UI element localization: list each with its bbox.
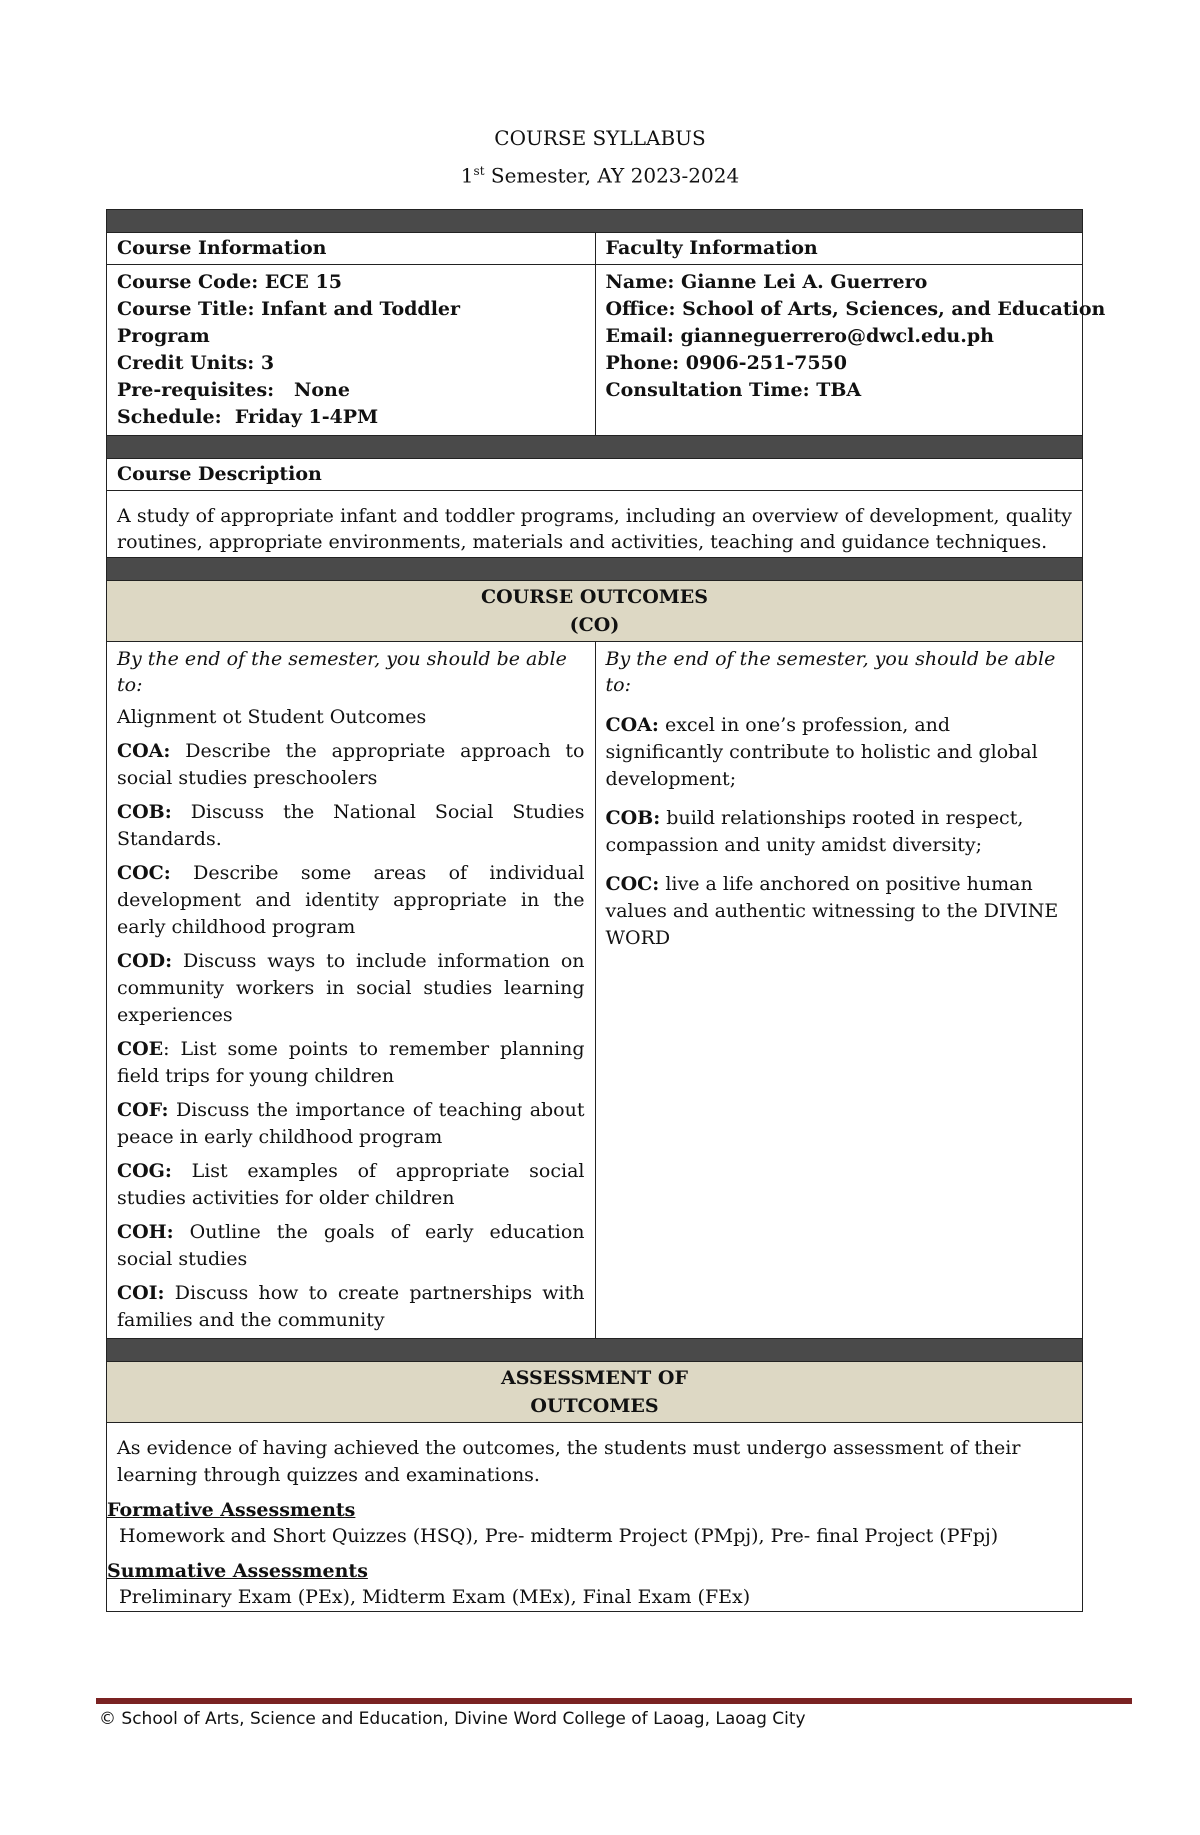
course-title: Course Title: Infant and Toddler [117, 298, 461, 320]
outcome-item: COI: Discuss how to create partnerships with families and the community [117, 1282, 585, 1331]
alignment-label: Alignment ot Student Outcomes [117, 706, 427, 728]
summative-text: Preliminary Exam (PEx), Midterm Exam (MEx), Final Exam (FEx) [119, 1586, 751, 1608]
consultation-time: Consultation Time: TBA [605, 379, 862, 401]
faculty-email[interactable]: Email: gianneguerrero@dwcl.edu.ph [605, 325, 994, 347]
divider-bar [107, 210, 1082, 233]
right-intro: By the end of the semester, you should be able to: [605, 648, 1056, 696]
outcome-item: COG: List examples of appropriate social studies activities for older children [117, 1160, 585, 1209]
faculty-info-heading: Faculty Information [595, 233, 1083, 264]
outcome-item: COC: Describe some areas of individual development and identity appropriate in the early childhood program [117, 862, 585, 938]
course-info-heading: Course Information [117, 237, 327, 259]
outcome-item: COH: Outline the goals of early education social studies [117, 1221, 585, 1270]
assessment-body [107, 1423, 1082, 1611]
assessment-intro: As evidence of having achieved the outcomes, the students must undergo assessment of their learning through quizzes and examinations. [117, 1437, 1021, 1486]
course-outcomes-row [107, 642, 1082, 1338]
outcome-item: COB: Discuss the National Social Studies Standards. [117, 801, 585, 850]
syllabus-table [106, 209, 1106, 1612]
left-intro: By the end of the semester, you should be able to: [117, 648, 567, 696]
course-description-heading: Course Description [107, 459, 1082, 491]
assessment-heading: ASSESSMENT OF OUTCOMES [107, 1362, 1082, 1423]
faculty-office: Office: School of Arts, Sciences, and Education [605, 298, 1106, 320]
course-code: Course Code: ECE 15 [117, 271, 342, 293]
schedule: Schedule: Friday 1-4PM [117, 406, 379, 428]
footer-rule [96, 1698, 1132, 1704]
student-outcome-item: COA: excel in one’s profession, and significantly contribute to holistic and global development; [605, 714, 1038, 790]
course-info-body [107, 265, 595, 435]
outcome-item: COE: List some points to remember planning field trips for young children [117, 1038, 585, 1087]
course-description-text: A study of appropriate infant and toddler programs, including an overview of development, quality routines, appropriate environments, materials and activities, teaching and guidance techniques. [117, 505, 1072, 553]
outcome-item: COF: Discuss the importance of teaching about peace in early childhood program [117, 1099, 585, 1148]
course-outcomes-right [595, 642, 1083, 1338]
footer-text: © School of Arts, Science and Education, Divine Word College of Laoag, Laoag City [99, 1709, 806, 1729]
page-header [0, 122, 1200, 193]
faculty-info-body [595, 265, 1106, 435]
divider-bar [107, 435, 1082, 459]
course-outcomes-heading: COURSE OUTCOMES (CO) [107, 581, 1082, 642]
info-body-row [107, 265, 1106, 435]
summative-heading: Summative Assessments [107, 1560, 368, 1582]
semester-line: 1st Semester, AY 2023-2024 [460, 163, 740, 188]
formative-heading: Formative Assessments [107, 1499, 356, 1521]
course-outcomes-left [107, 642, 595, 1338]
divider-bar [107, 1338, 1082, 1362]
info-heading-row [107, 233, 1082, 265]
credit-units: Credit Units: 3 [117, 352, 275, 374]
prerequisites: Pre-requisites: None [117, 379, 350, 401]
outcome-item: COA: Describe the appropriate approach to social studies preschoolers [117, 740, 585, 789]
faculty-phone: Phone: 0906-251-7550 [605, 352, 847, 374]
student-outcome-item: COB: build relationships rooted in respect, compassion and unity amidst diversity; [605, 807, 1024, 856]
outcome-item: COD: Discuss ways to include information on community workers in social studies learning experiences [117, 950, 585, 1026]
student-outcome-item: COC: live a life anchored on positive human values and authentic witnessing to the DIVINE WORD [605, 873, 1059, 949]
faculty-name: Name: Gianne Lei A. Guerrero [605, 271, 928, 293]
formative-text: Homework and Short Quizzes (HSQ), Pre- midterm Project (PMpj), Pre- final Project (PFpj) [119, 1525, 999, 1547]
divider-bar [107, 557, 1082, 581]
course-title-cont: Program [117, 325, 210, 347]
syllabus-title: COURSE SYLLABUS [494, 126, 706, 150]
